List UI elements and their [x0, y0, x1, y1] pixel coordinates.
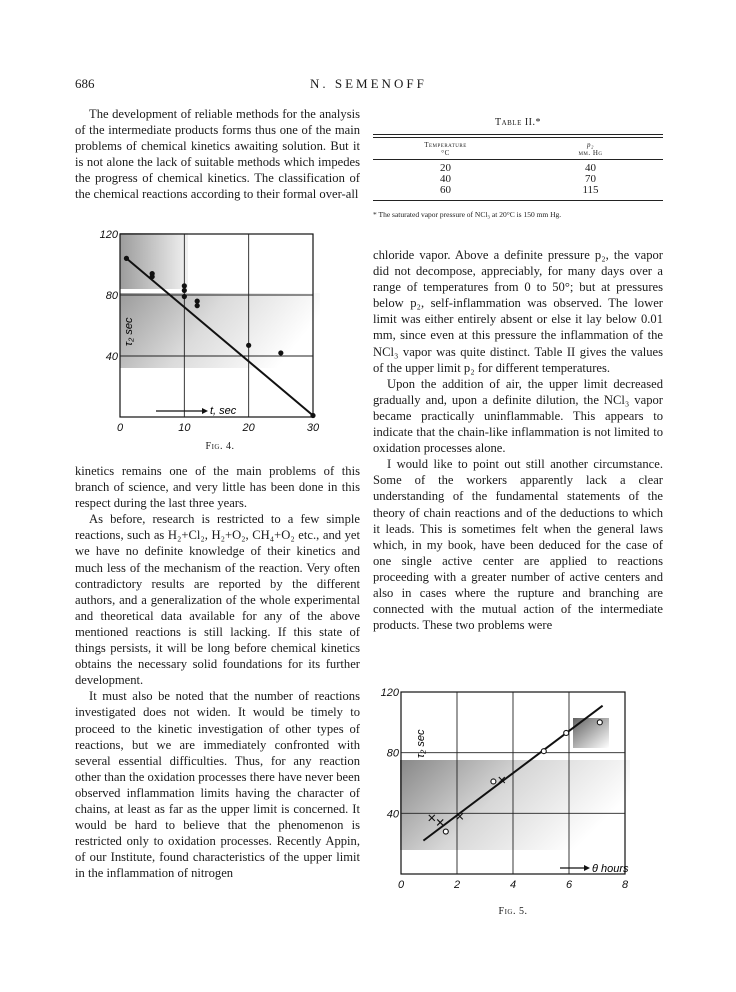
x-arrowhead — [202, 408, 208, 414]
table-rule — [373, 200, 663, 201]
table-caption: Table II.* — [494, 117, 542, 128]
data-point — [195, 303, 200, 308]
table-body — [373, 160, 663, 200]
table-cell: 40 — [440, 173, 451, 185]
x-tick-label: 4 — [509, 879, 517, 891]
x-tick-label: 0 — [116, 422, 124, 434]
page-number: 686 — [75, 76, 95, 91]
x-tick-label: 10 — [178, 422, 191, 434]
data-point-circle — [564, 730, 569, 735]
paragraph: chloride vapor. Above a definite pressure p₂, the vapor did not decompose, appreciably, for many days over a range of temperatures from 0 to 50°; but at pressures below p₂, self-inflammation was observed. The lower limit was either entirely absent or else it lay below 0.01 mm, since even at this pressure the inflammation of the NCl₃ vapor was quite distinct. Table II gives the values of the upper limit p₂ for different temperatures. — [373, 248, 663, 375]
x-arrowhead — [584, 865, 590, 871]
data-point — [182, 288, 187, 293]
data-point — [150, 274, 155, 279]
x-tick-label: 2 — [453, 879, 461, 891]
figure-5-caption: Fig. 5. — [498, 906, 528, 917]
right-text — [373, 247, 663, 633]
table-cell: 115 — [582, 184, 599, 196]
x-tick-label: 30 — [306, 422, 320, 434]
table-header-cell — [373, 141, 518, 157]
y-tick-label: 120 — [380, 687, 399, 699]
paragraph: As before, research is restricted to a few simple reactions, such as H₂+Cl₂, H₂+O₂, CH₄+O₂ etc., and yet we have no definite knowledge of their kinetics and much less of the mechanism of the reaction. Very often contradictory results are reported by the different authors, and a generalization of the whole experimental and theoretical data available for any of the above mentioned reactions is still lacking. If this state of things persists, it will be long before chemical kinetics obtains the necessary solid foundations for its further development. — [75, 512, 360, 688]
x-axis-label: θ hours — [592, 863, 629, 875]
table-footnote: * The saturated vapor pressure of NCl₃ at 20°C is 150 mm Hg. — [373, 210, 562, 219]
x-tick-label: 8 — [621, 879, 629, 891]
table-column — [373, 163, 518, 196]
running-title: N. SEMENOFF — [310, 76, 427, 91]
x-tick-label: 20 — [242, 422, 255, 434]
data-point-circle — [541, 749, 546, 754]
x-tick-label: 0 — [397, 879, 405, 891]
shade-region — [573, 718, 609, 748]
figure-4-caption: Fig. 4. — [205, 441, 235, 452]
y-tick-label: 40 — [105, 351, 118, 363]
data-point — [195, 299, 200, 304]
paragraph: I would like to point out still another circumstance. Some of the workers apparently lack a clear understanding of the fundamental statements of the theory of chain reactions and of the deductions to which it leads. This is sometimes felt when the general laws which, in my book, have been deduced for the case of one single active center are applied to reactions proceeding with a greater number of active centers and also in cases where the rupture and branching are connected with the mutual action of the intermediate products. These two problems were — [373, 457, 663, 633]
data-point — [182, 294, 187, 299]
figure-5 — [380, 687, 638, 903]
data-point-circle — [597, 720, 602, 725]
data-point — [246, 343, 251, 348]
data-point — [124, 256, 129, 261]
y-axis-label: τ₂ sec — [415, 729, 427, 758]
x-axis-label: t, sec — [210, 405, 237, 417]
table-cell: 70 — [585, 173, 596, 185]
paragraph: It must also be noted that the number of reactions investigated does not widen. It would be timely to proceed to the kinetic investigation of other types of reactions, but we are immediately confronted with several essential difficulties. Thus, for any reaction other than the oxidation processes there have never been observed inflammation limits having the character of chains, at least as far as the upper limit is concerned. It would be hard to believe that the phenomenon is restricted only to oxidation processes. Recently Appin, of our Institute, found characteristics of the upper limit in the inflammation of nitrogen — [75, 689, 360, 881]
col-header: Temperature — [424, 141, 467, 149]
table-column — [518, 163, 663, 196]
paragraph: Upon the addition of air, the upper limit decreased gradually and, upon a definite dilution, the NCl₃ vapor became practically uninflammable. This appears to indicate that the chain-like inflammation is not limited to oxidation processes alone. — [373, 376, 663, 456]
col-header: p₂ — [587, 141, 594, 149]
y-tick-label: 120 — [99, 229, 118, 241]
y-tick-label: 80 — [105, 290, 118, 302]
table-cell: 20 — [440, 162, 451, 174]
col-unit: °C — [441, 149, 450, 157]
table-ii — [373, 134, 663, 201]
left-bottom-text — [75, 463, 360, 881]
table-header-row — [373, 138, 663, 159]
figure-4 — [99, 228, 330, 448]
data-point-circle — [491, 779, 496, 784]
table-cell: 40 — [585, 162, 596, 174]
table-rule — [373, 134, 663, 135]
shade-region — [400, 760, 630, 850]
paragraph: kinetics remains one of the main problems of this branch of science, and very little has been done in this respect during the last three years. — [75, 464, 360, 511]
shade-region — [120, 293, 320, 368]
data-point-circle — [443, 829, 448, 834]
x-tick-label: 6 — [565, 879, 573, 891]
data-point — [278, 350, 283, 355]
y-tick-label: 40 — [386, 808, 399, 821]
data-point — [310, 413, 315, 418]
data-point — [182, 283, 187, 288]
table-header-cell — [518, 141, 663, 157]
table-cell: 60 — [440, 184, 451, 196]
y-tick-label: 80 — [386, 747, 399, 760]
left-top-text — [75, 106, 360, 203]
col-unit: mm. Hg — [578, 149, 603, 157]
y-axis-label: τ₂ sec — [123, 317, 135, 346]
paragraph: The development of reliable methods for the analysis of the intermediate products forms thus one of the main problems of chemical kinetics awaiting solution. But it is not alone the lack of suitable methods which impedes the progress of chemical kinetics. The classification of the chemical reactions according to their formal over-all — [75, 107, 360, 202]
